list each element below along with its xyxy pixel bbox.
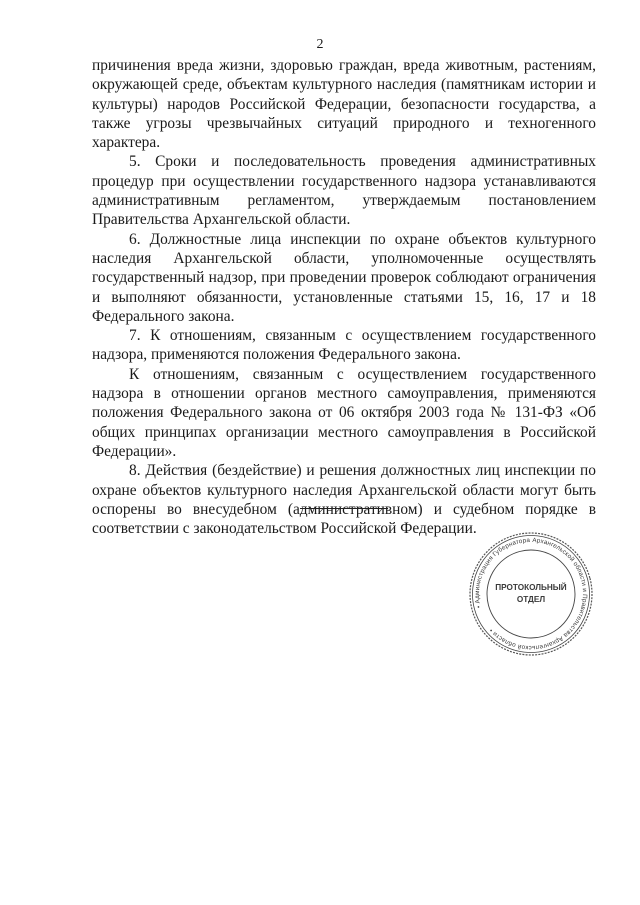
paragraph-continuation: причинения вреда жизни, здоровью граждан, вреда животным, растениям, окружающей среде, объектам культурного наследия (памятникам истории и культуры) народов Российской Федерации, безопасности государства, а также угрозы чрезвычайных ситуаций природного и техногенного характера. bbox=[92, 57, 596, 152]
paragraph-item-7: 7. К отношениям, связанным с осуществлением государственного надзора, применяются положения Федерального закона. bbox=[92, 327, 596, 364]
page-number: 2 bbox=[316, 37, 324, 52]
document-body bbox=[92, 56, 596, 538]
paragraph-item-5: 5. Сроки и последовательность проведения административных процедур при осуществлении государственного надзора устанавливаются административным регламентом, утверждаемым постановлением Правительства Архангельской области. bbox=[92, 153, 596, 229]
stamp-ring-text: • Администрация Губернатора Архангельской области и Правительства Архангельской области • bbox=[473, 536, 589, 652]
stamp-center-line-1: ПРОТОКОЛЬНЫЙ bbox=[495, 583, 567, 592]
paragraph-item-8: 8. Действия (бездействие) и решения должностных лиц инспекции по охране объектов культурного наследия Архангельской области могут быть оспорены во внесудебном (административном) и судебном порядке в соответствии с законодательством Российской Федерации. bbox=[92, 462, 596, 538]
end-of-document-rule bbox=[300, 508, 388, 509]
stamp-center-line-2: ОТДЕЛ bbox=[516, 595, 546, 604]
paragraph-item-7-note: К отношениям, связанным с осуществлением государственного надзора в отношении органов местного самоуправления, применяются положения Федерального закона от 06 октября 2003 года № 131-ФЗ «Об общих принципах организации местного самоуправления в Российской Федерации». bbox=[92, 365, 596, 460]
protocol-department-stamp bbox=[467, 530, 595, 658]
paragraph-item-6: 6. Должностные лица инспекции по охране объектов культурного наследия Архангельской области, уполномоченные осуществлять государственный надзор, при проведении проверок соблюдают ограничения и выполняют обязанности, установленные статьями 15, 16, 17 и 18 Федерального закона. bbox=[92, 230, 596, 325]
